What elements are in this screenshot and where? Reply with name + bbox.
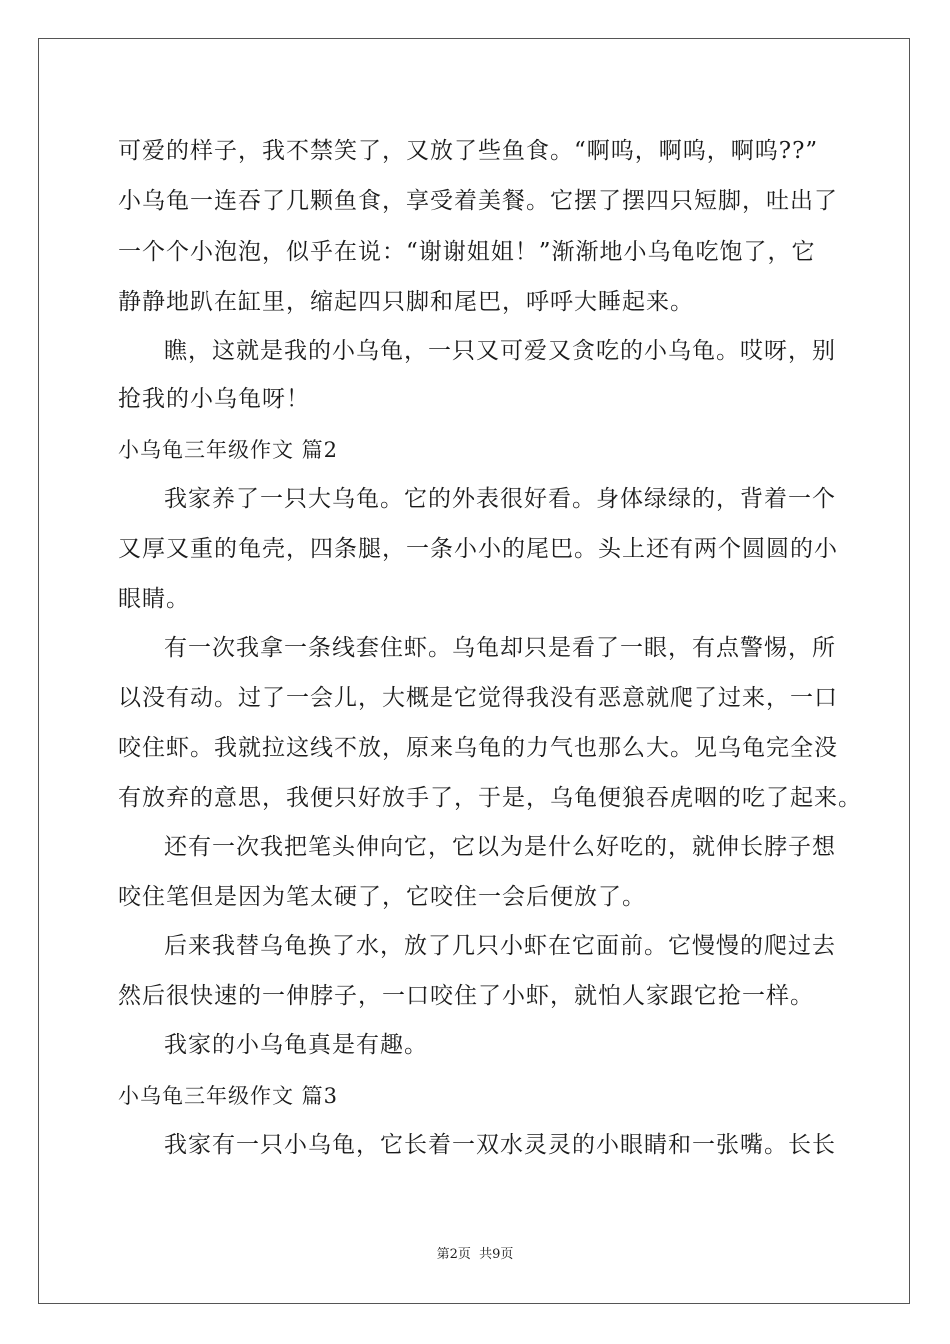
text-line: 我家有一只小乌龟，它长着一双水灵灵的小眼睛和一张嘴。长长 — [164, 1132, 836, 1158]
text-line: 以没有动。过了一会儿，大概是它觉得我没有恶意就爬了过来，一口 — [118, 685, 838, 711]
section-heading: 小乌龟三年级作文 篇3 — [118, 1084, 339, 1108]
page-total: 共9页 — [479, 1247, 514, 1262]
page-number: 第2页 — [436, 1247, 471, 1262]
text-line: 后来我替乌龟换了水，放了几只小虾在它面前。它慢慢的爬过去 — [164, 933, 836, 959]
text-line: 一个个小泡泡，似乎在说：“谢谢姐姐！”渐渐地小乌龟吃饱了，它 — [118, 239, 816, 265]
text-line: 我家养了一只大乌龟。它的外表很好看。身体绿绿的，背着一个 — [164, 486, 836, 512]
text-line: 又厚又重的龟壳，四条腿，一条小小的尾巴。头上还有两个圆圆的小 — [118, 536, 838, 562]
text-line: 眼睛。 — [118, 586, 190, 612]
page-frame — [38, 38, 910, 1304]
text-line: 还有一次我把笔头伸向它，它以为是什么好吃的，就伸长脖子想 — [164, 834, 836, 860]
text-line: 我家的小乌龟真是有趣。 — [164, 1032, 428, 1058]
text-line: 有放弃的意思，我便只好放手了，于是，乌龟便狼吞虎咽的吃了起来。 — [118, 785, 862, 811]
text-line: 瞧，这就是我的小乌龟，一只又可爱又贪吃的小乌龟。哎呀，别 — [164, 338, 836, 364]
section-heading: 小乌龟三年级作文 篇2 — [118, 438, 339, 462]
page-footer — [0, 1246, 950, 1264]
text-line: 然后很快速的一伸脖子，一口咬住了小虾，就怕人家跟它抢一样。 — [118, 983, 814, 1009]
text-line: 咬住笔但是因为笔太硬了，它咬住一会后便放了。 — [118, 884, 646, 910]
text-line: 有一次我拿一条线套住虾。乌龟却只是看了一眼，有点警惕，所 — [164, 635, 836, 661]
text-line: 小乌龟一连吞了几颗鱼食，享受着美餐。它摆了摆四只短脚，吐出了 — [118, 188, 838, 214]
text-line: 静静地趴在缸里，缩起四只脚和尾巴，呼呼大睡起来。 — [118, 289, 694, 315]
text-line: 咬住虾。我就拉这线不放，原来乌龟的力气也那么大。见乌龟完全没 — [118, 735, 838, 761]
text-line: 可爱的样子，我不禁笑了，又放了些鱼食。“啊呜，啊呜，啊呜??” — [118, 138, 819, 164]
text-line: 抢我的小乌龟呀！ — [118, 386, 310, 412]
